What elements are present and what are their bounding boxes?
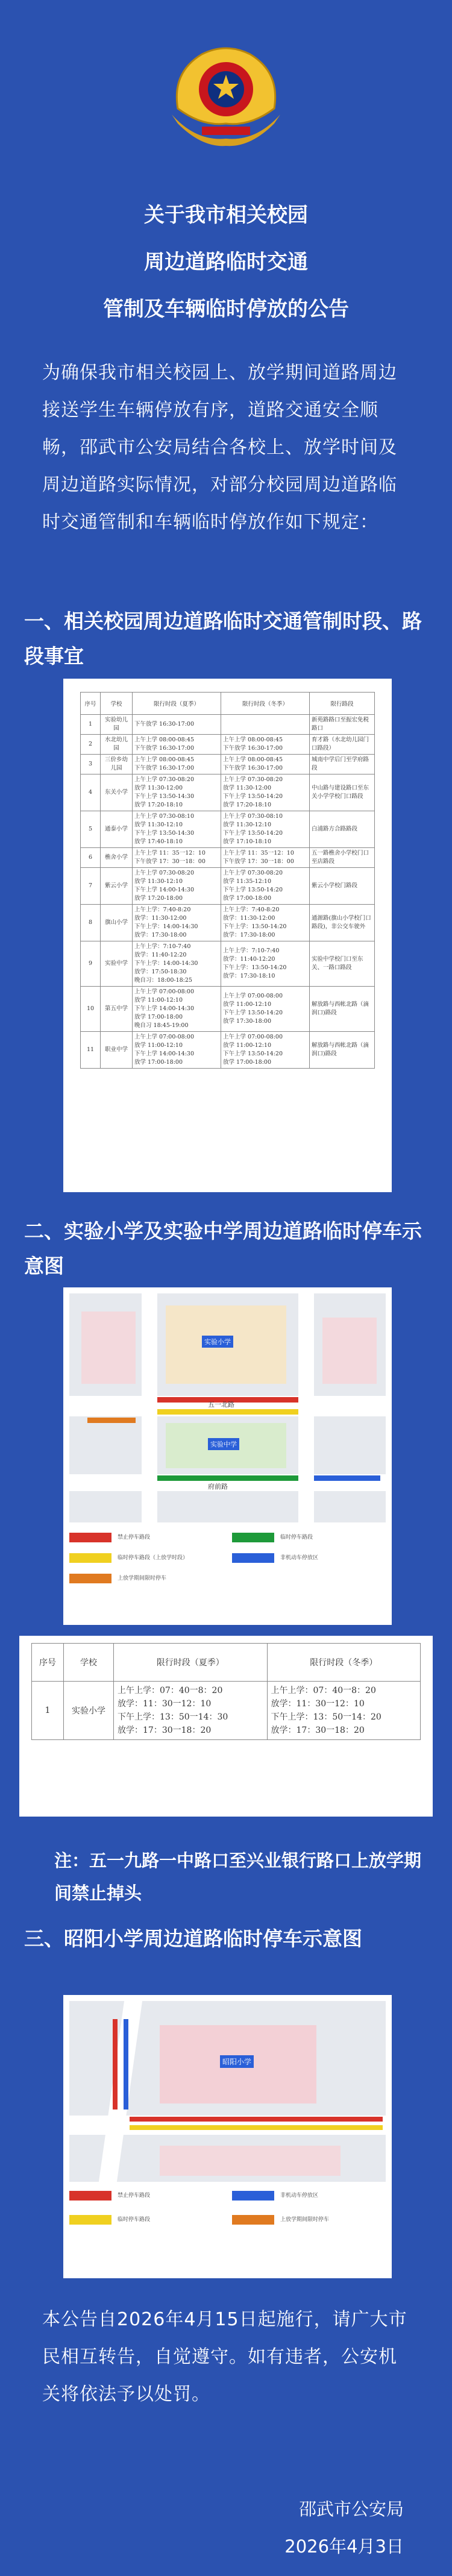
temp-parking-segment xyxy=(157,1409,298,1415)
cell-road: 紫云小学校门路段 xyxy=(310,868,375,905)
experimental-school-table-panel xyxy=(19,1636,433,1817)
temp-parking-segment xyxy=(130,2125,383,2130)
legend-item: 上放学期间限时停车 xyxy=(280,2217,330,2223)
cell-road: 实验中学校门口至东关、一路口路段 xyxy=(310,941,375,987)
cell-summer: 上午上学 07:00-08:00 放学 11:00-12:10 下午上学 14:00-14:30 放学 17:00-18:00 晚自习 18:45-19:00 xyxy=(133,987,221,1032)
table-row xyxy=(81,735,375,755)
cell-road: 城南中学后门至学府路段 xyxy=(310,755,375,774)
cell-no: 4 xyxy=(81,774,101,811)
signature-date: 2026年4月3日 xyxy=(284,2536,404,2557)
cell-summer: 上午上学：7:10-7:40 放学：11:40-12:20 下午上学：14:00-14:30 放学：17:50-18:30 晚自习：18:00-18:25 xyxy=(133,941,221,987)
map-label-fuqian: 府前路 xyxy=(208,1483,228,1491)
cell-summer: 上午上学：7:40-8:20 放学：11:30-12:00 下午上学：14:00-14:30 放学：17:30-18:00 xyxy=(133,905,221,941)
parking-map-1 xyxy=(69,1293,386,1522)
map-label-school: 昭阳小学 xyxy=(220,2055,254,2068)
cell-summer: 上午上学 08:00-08:45 下午放学 16:30-17:00 xyxy=(133,755,221,774)
cell-winter: 上午上学 08:00-08:45 下午放学 16:30-17:00 xyxy=(221,755,310,774)
legend-item: 上放学期间限时停车 xyxy=(118,1575,167,1582)
cell-school: 樵舍小学 xyxy=(101,848,133,868)
cell-school: 职业中学 xyxy=(101,1032,133,1069)
cell-summer: 上午上学 07:00-08:00 放学 11:00-12:10 下午上学 14:00-14:30 放学 17:00-18:00 xyxy=(133,1032,221,1069)
schedule-table-panel xyxy=(63,679,392,1192)
cell-no: 6 xyxy=(81,848,101,868)
legend-item: 非机动车停放区 xyxy=(280,1555,319,1561)
cell-school: 三价乡幼儿园 xyxy=(101,755,133,774)
cell-no: 11 xyxy=(81,1032,101,1069)
cell-no: 7 xyxy=(81,868,101,905)
cell-summer: 上午上学 08:00-08:45 下午放学 16:30-17:00 xyxy=(133,735,221,755)
table-row xyxy=(81,715,375,735)
cell-summer: 上午上学 07:30-08:10 放学 11:30-12:10 下午上学 13:50-14:30 放学 17:40-18:10 xyxy=(133,811,221,848)
col-winter: 限行时段（冬季） xyxy=(267,1644,421,1682)
section-2-heading: 二、实验小学及实验中学周边道路临时停车示意图 xyxy=(24,1219,422,1278)
section-1-heading: 一、相关校园周边道路临时交通管制时段、路段事宜 xyxy=(24,609,422,668)
closing-paragraph: 本公告自2026年4月15日起施行，请广大市民相互转告，自觉遵守。如有违者，公安机关将依法予以处罚。 xyxy=(42,2309,407,2405)
building-block xyxy=(81,1312,136,1384)
cell-road: 五一路樵舍小学校门口至店路段 xyxy=(310,848,375,868)
legend-item: 非机动车停放区 xyxy=(280,2193,319,2199)
signature-org: 邵武市公安局 xyxy=(298,2499,404,2519)
cell-winter: 上午上学 08:00-08:45 下午放学 16:30-17:00 xyxy=(221,735,310,755)
cell-school: 实验幼儿园 xyxy=(101,715,133,735)
cell-school: 通泰小学 xyxy=(101,811,133,848)
cell-winter: 上午上学 07:00-08:00 放学 11:00-12:10 下午上学 13:50-14:20 放学 17:30-18:00 xyxy=(221,987,310,1032)
table-row xyxy=(81,848,375,868)
legend-item: 禁止停车路段 xyxy=(118,2193,151,2199)
col-school: 学校 xyxy=(64,1644,114,1682)
no-parking-segment xyxy=(130,2117,383,2122)
temp-parking-segment-green xyxy=(157,1475,298,1481)
cell-summer: 上午上学 07:30-08:20 放学 11:30-12:00 下午上学 13:50-14:30 放学 17:20-18:10 xyxy=(133,774,221,811)
section-3-heading: 三、昭阳小学周边道路临时停车示意图 xyxy=(24,1927,362,1950)
cell-school: 实验小学 xyxy=(64,1682,114,1740)
schedule-table xyxy=(80,692,375,1069)
cell-school: 实验中学 xyxy=(101,941,133,987)
cell-summer: 上午上学 11：35一12：10 下午放学 17：30一18：00 xyxy=(133,848,221,868)
col-no: 序号 xyxy=(32,1644,64,1682)
cell-road: 解放路与西帐北路（滴润口)路段 xyxy=(310,987,375,1032)
cell-no: 8 xyxy=(81,905,101,941)
map-panel-2 xyxy=(63,1995,392,2278)
cell-school: 紫云小学 xyxy=(101,868,133,905)
road-vertical-1 xyxy=(142,1293,157,1522)
cell-winter: 上午上学 07:30-08:10 放学 11:30-12:10 下午上学 13:50-14:20 放学 17:10-18:10 xyxy=(221,811,310,848)
table-row xyxy=(81,755,375,774)
cell-road: 白浦路方合路路段 xyxy=(310,811,375,848)
col-summer: 限行时段（夏季） xyxy=(133,693,221,715)
experimental-school-table xyxy=(31,1643,421,1740)
title-line-3: 管制及车辆临时停放的公告 xyxy=(103,297,349,321)
legend-item: 临时停车路段 xyxy=(280,1535,313,1541)
parking-map-2 xyxy=(69,2001,386,2182)
table-row xyxy=(81,941,375,987)
cell-no: 5 xyxy=(81,811,101,848)
col-road: 限行路段 xyxy=(310,693,375,715)
map-label-school-1: 实验小学 xyxy=(202,1336,233,1348)
map-legend-1 xyxy=(69,1528,386,1619)
cell-summer: 下午放学 16:30-17:00 xyxy=(133,715,221,735)
cell-school: 东关小学 xyxy=(101,774,133,811)
cell-winter: 上午上学：7:40-8:20 放学：11:30-12:00 下午上学：13:50-14:20 放学：17:30-18:00 xyxy=(221,905,310,941)
cell-winter: 上午上学：7:10-7:40 放学：11:40-12:20 下午上学：13:50-14:20 放学：17:30-18:10 xyxy=(221,941,310,987)
col-winter: 限行时段（冬季） xyxy=(221,693,310,715)
cell-winter: 上午上学 07:30-08:20 放学 11:35-12:10 下午上学 13:50-14:20 放学 17:00-18:00 xyxy=(221,868,310,905)
cell-winter: 上午上学 07:00-08:00 放学 11:00-12:10 下午上学 13:50-14:20 放学 17:00-18:00 xyxy=(221,1032,310,1069)
cell-winter: 上午上学 07:30-08:20 放学 11:30-12:00 下午上学 13:50-14:20 放学 17:20-18:10 xyxy=(221,774,310,811)
legend-item: 临时停车路段（上放学时段） xyxy=(118,1555,189,1561)
bike-parking-segment xyxy=(124,2019,128,2109)
cell-school: 水北幼儿园 xyxy=(101,735,133,755)
cell-road: 解放路与西帐北路（滴润口)路段 xyxy=(310,1032,375,1069)
cell-road: 新苑路路口至振宏免税路口 xyxy=(310,715,375,735)
table-row xyxy=(81,868,375,905)
map-label-wuyi: 五一北路 xyxy=(208,1401,234,1409)
road-vertical-2 xyxy=(298,1293,314,1522)
cell-school: 旗山小学 xyxy=(101,905,133,941)
map-legend-2 xyxy=(69,2187,386,2271)
cell-summer: 上午上学：07：40一8：20 放学：11：30一12：10 下午上学：13：50一14：30 放学：17：30一18：20 xyxy=(114,1682,268,1740)
table-row xyxy=(81,905,375,941)
note-text: 注：五一九路一中路口至兴业银行路口上放学期间禁止掉头 xyxy=(54,1850,422,1903)
no-parking-segment xyxy=(113,2019,118,2109)
cell-road: 中山路与建设路口至东关小学学校门口路段 xyxy=(310,774,375,811)
table-row xyxy=(81,811,375,848)
table-row xyxy=(81,774,375,811)
table-row xyxy=(81,1032,375,1069)
title-line-2: 周边道路临时交通 xyxy=(144,250,308,274)
police-emblem-icon xyxy=(160,36,292,157)
cell-no: 10 xyxy=(81,987,101,1032)
table-row xyxy=(81,987,375,1032)
cell-summer: 上午上学 07:30-08:20 放学 11:30-12:10 下午上学 14:00-14:30 放学 17:20-18:00 xyxy=(133,868,221,905)
cell-winter xyxy=(221,715,310,735)
building-block xyxy=(322,1318,377,1384)
legend-item: 临时停车路段 xyxy=(118,2217,151,2223)
cell-no: 3 xyxy=(81,755,101,774)
table-row xyxy=(32,1682,421,1740)
col-no: 序号 xyxy=(81,693,101,715)
map-panel-1 xyxy=(63,1287,392,1625)
title-line-1: 关于我市相关校园 xyxy=(144,203,308,227)
cell-school: 第五中学 xyxy=(101,987,133,1032)
cell-winter: 上午上学 11：35一12：10 下午放学 17：30一18：00 xyxy=(221,848,310,868)
col-school: 学校 xyxy=(101,693,133,715)
cell-road: 通源路(旗山小学校门口路段)，非公交车驶外 xyxy=(310,905,375,941)
intro-paragraph: 为确保我市相关校园上、放学期间道路周边接送学生车辆停放有序，道路交通安全顺畅，邵武市公安局结合各校上、放学时间及周边道路实际情况，对部分校园周边道路临时交通管制和车辆临时停放作如下规定： xyxy=(42,362,397,533)
cell-no: 9 xyxy=(81,941,101,987)
cell-no: 1 xyxy=(32,1682,64,1740)
bike-parking-segment xyxy=(314,1475,380,1481)
cell-road: 育才路（水北幼儿园门口路段） xyxy=(310,735,375,755)
cell-no: 1 xyxy=(81,715,101,735)
cell-no: 2 xyxy=(81,735,101,755)
cell-winter: 上午上学：07：40一8：20 放学：11：30一12：10 下午上学：13：50一14：20 放学：17：30一18：20 xyxy=(267,1682,421,1740)
timed-parking-segment xyxy=(87,1418,136,1423)
col-summer: 限行时段（夏季） xyxy=(114,1644,268,1682)
building-block xyxy=(160,2146,341,2176)
map-label-school-2: 实验中学 xyxy=(208,1438,239,1450)
legend-item: 禁止停车路段 xyxy=(118,1535,151,1541)
